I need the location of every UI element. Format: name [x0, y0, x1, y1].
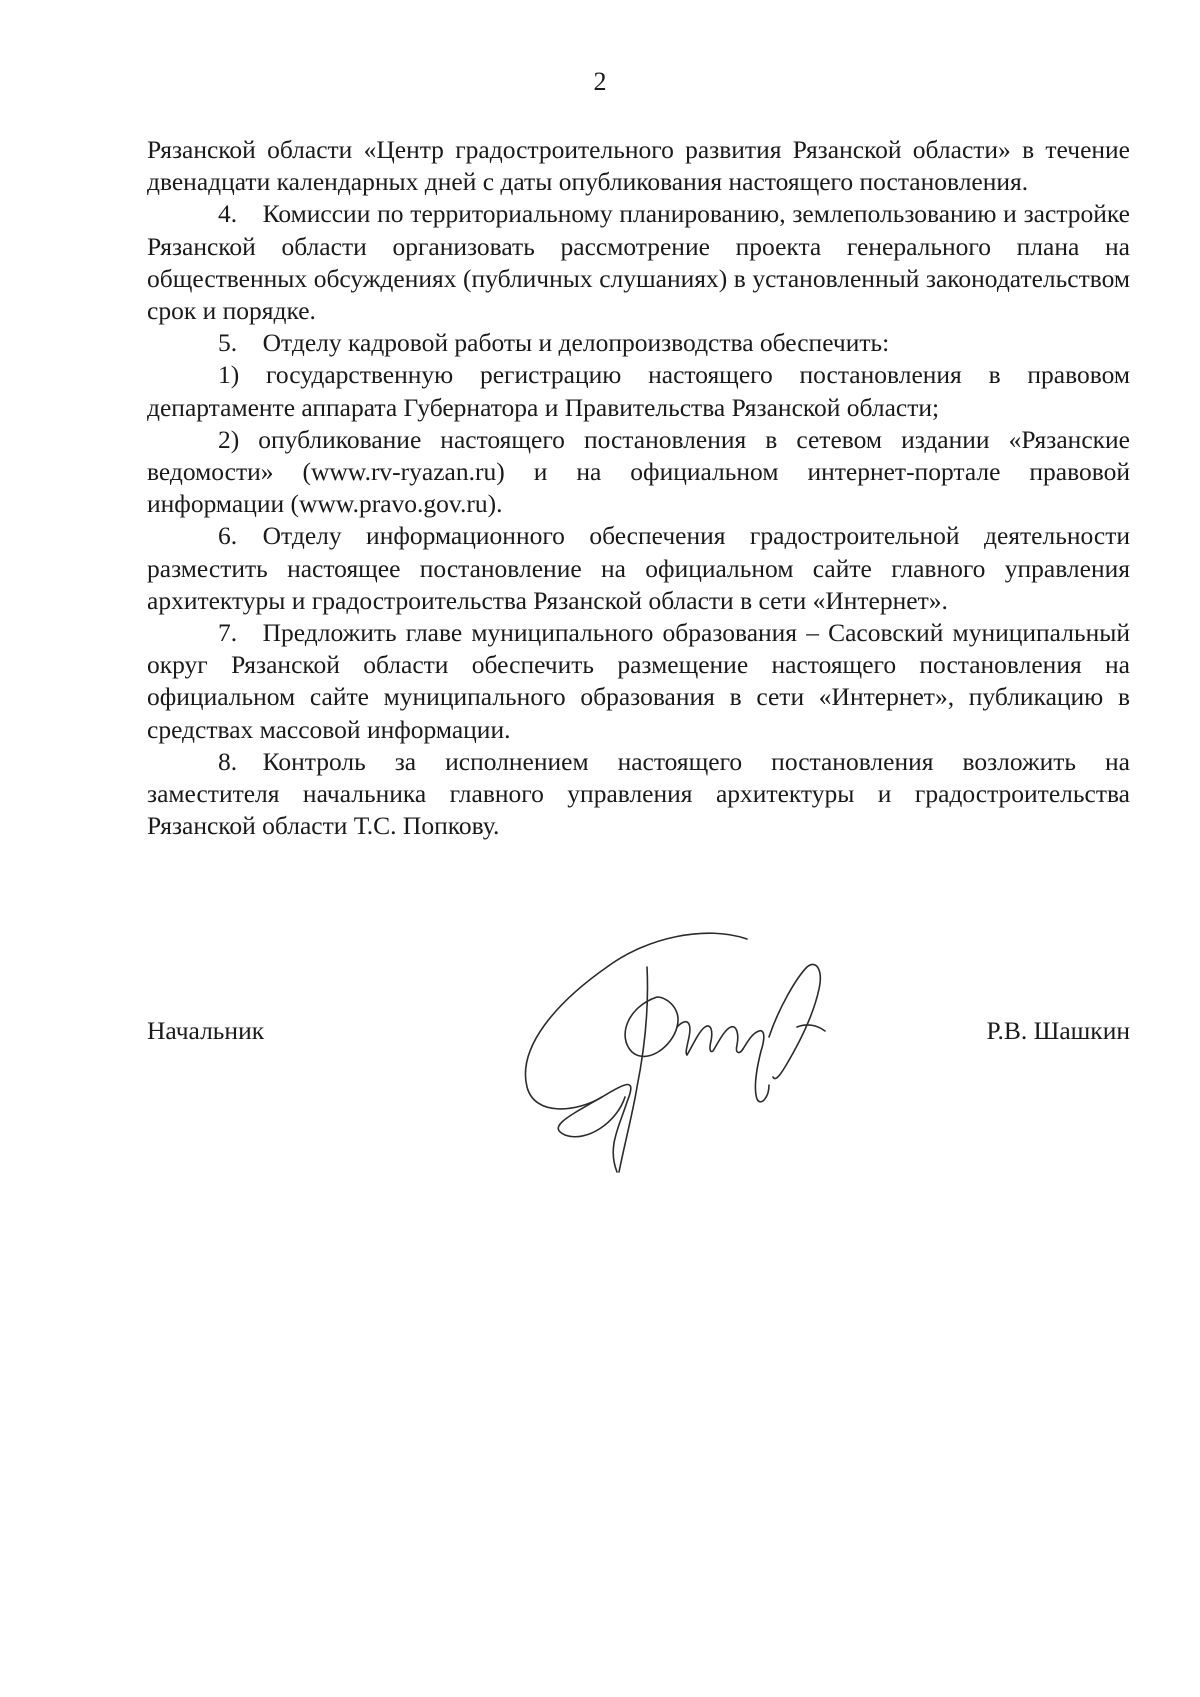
paragraph-item-5: 5. Отделу кадровой работы и делопроизводства обеспечить:: [218, 328, 890, 358]
paragraph-item-8: 8. Контроль за исполнением настоящего постановления возложить на заместителя начальника главного управления архитектуры и градостроительства Рязанской области Т.С. Попкову.: [147, 746, 1130, 841]
paragraph-item-7: 7. Предложить главе муниципального образования – Сасовский муниципальный округ Рязанской области обеспечить размещение настоящего постановления на официальном сайте муниципального образования в сети «Интернет», публикацию в средствах массовой информации.: [147, 618, 1130, 744]
paragraph-item-6: 6. Отделу информационного обеспечения градостроительной деятельности разместить настоящее постановление на официальном сайте главного управления архитектуры и градостроительства Рязанской области в сети «Интернет».: [147, 521, 1130, 615]
handwritten-signature: [507, 927, 847, 1187]
paragraph-item-5-2: 2) опубликование настоящего постановления в сетевом издании «Рязанские ведомости» (www.rv-ryazan.ru) и на официальном интернет-портале правовой информации (www.pravo.gov.ru).: [147, 424, 1130, 519]
signatory-position: Начальник: [147, 1016, 265, 1045]
signature-block: [147, 1015, 1130, 1195]
paragraph-item-4: 4. Комиссии по территориальному планированию, землепользованию и застройке Рязанской области организовать рассмотрение проекта генерального плана на общественных обсуждениях (публичных слушаниях) в установленный законодательством срок и порядке.: [147, 199, 1130, 326]
signatory-name: Р.В. Шашкин: [986, 1016, 1130, 1045]
paragraph-item-5-1: 1) государственную регистрацию настоящего постановления в правовом департаменте аппарата Губернатора и Правительства Рязанской области;: [147, 360, 1130, 422]
document-body: [147, 134, 1130, 842]
page-number: 2: [593, 67, 607, 96]
paragraph-continuation: Рязанской области «Центр градостроительного развития Рязанской области» в течение двенадцати календарных дней с даты опубликования настоящего постановления.: [147, 135, 1130, 197]
